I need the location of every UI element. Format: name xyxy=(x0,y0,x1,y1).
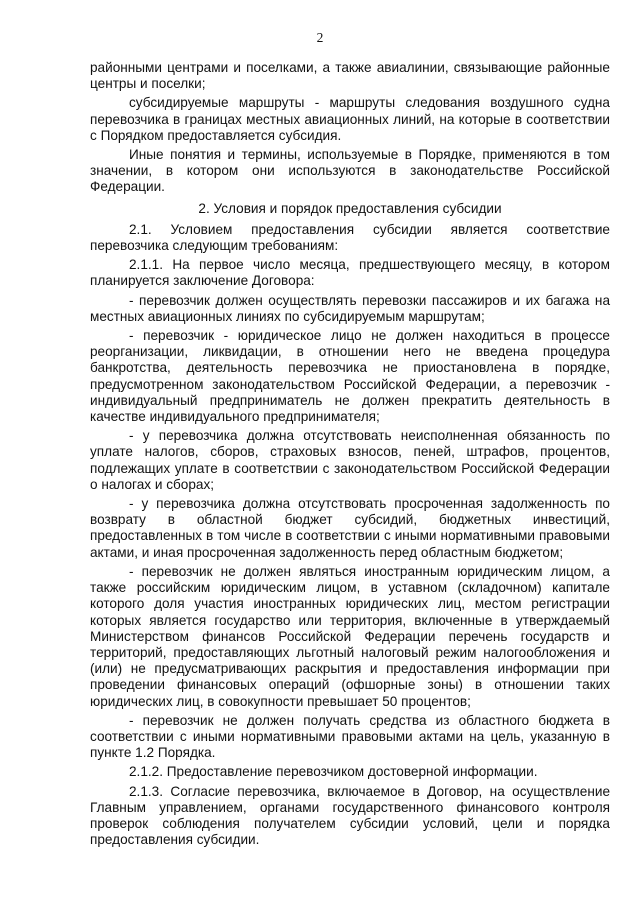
requirement-item: - перевозчик не должен являться иностранным юридическим лицом, а также российским юридическим лицом, в уставном (складочном) капитале которого доля участия иностранных юридических лиц, местом регистрации которых является государство или территория, включенные в утверждаемый Министерством финансов Российской Федерации перечень государств и территорий, предоставляющих льготный налоговый режим налогообложения и (или) не предусматривающих раскрытия и предоставления информации при проведении финансовых операций (офшорные зоны) в отношении таких юридических лиц, в совокупности превышает 50 процентов; xyxy=(90,563,610,709)
paragraph-2-1-1: 2.1.1. На первое число месяца, предшествующего месяцу, в котором планируется заключение Договора: xyxy=(90,257,610,289)
paragraph-other-terms: Иные понятия и термины, используемые в Порядке, применяются в том значении, в котором они используются в законодательстве Российской Федерации. xyxy=(90,147,610,195)
requirement-item: - перевозчик - юридическое лицо не должен находиться в процессе реорганизации, ликвидации, в отношении него не введена процедура банкротства, деятельность перевозчика не приостановлена в порядке, предусмотренном законодательством Российской Федерации, а перевозчик - индивидуальный предприниматель не должен прекратить деятельность в качестве индивидуального предпринимателя; xyxy=(90,328,610,425)
requirement-item: - перевозчик должен осуществлять перевозки пассажиров и их багажа на местных авиационных линиях по субсидируемым маршрутам; xyxy=(90,292,610,324)
document-body xyxy=(90,60,610,851)
page-number: 2 xyxy=(316,30,324,45)
paragraph-2-1-3: 2.1.3. Согласие перевозчика, включаемое в Договор, на осуществление Главным управлением, органами государственного финансового контроля проверок соблюдения получателем субсидии условий, цели и порядка предоставления субсидии. xyxy=(90,783,610,848)
paragraph-continuation: районными центрами и поселками, а также авиалинии, связывающие районные центры и поселки; xyxy=(90,60,610,92)
requirement-item: - перевозчик не должен получать средства из областного бюджета в соответствии с иными нормативными правовыми актами на цель, указанную в пункте 1.2 Порядка. xyxy=(90,712,610,761)
paragraph-subsidized-routes: субсидируемые маршруты - маршруты следования воздушного судна перевозчика в границах местных авиационных линий, на которые в соответствии с Порядком предоставляется субсидия. xyxy=(90,95,610,143)
paragraph-2-1-2: 2.1.2. Предоставление перевозчиком достоверной информации. xyxy=(129,764,538,780)
requirement-item: - у перевозчика должна отсутствовать просроченная задолженность по возврату в областной бюджет субсидий, бюджетных инвестиций, предоставленных в том числе в соответствии с иными нормативными правовыми актами, и иная просроченная задолженность перед областным бюджетом; xyxy=(90,496,610,560)
requirement-item: - у перевозчика должна отсутствовать неисполненная обязанность по уплате налогов, сборов, страховых взносов, пеней, штрафов, процентов, подлежащих уплате в соответствии с законодательством Российской Федерации о налогах и сборах; xyxy=(90,428,610,492)
section-heading: 2. Условия и порядок предоставления субсидии xyxy=(198,200,502,216)
paragraph-2-1: 2.1. Условием предоставления субсидии является соответствие перевозчика следующим требованиям: xyxy=(90,221,610,254)
